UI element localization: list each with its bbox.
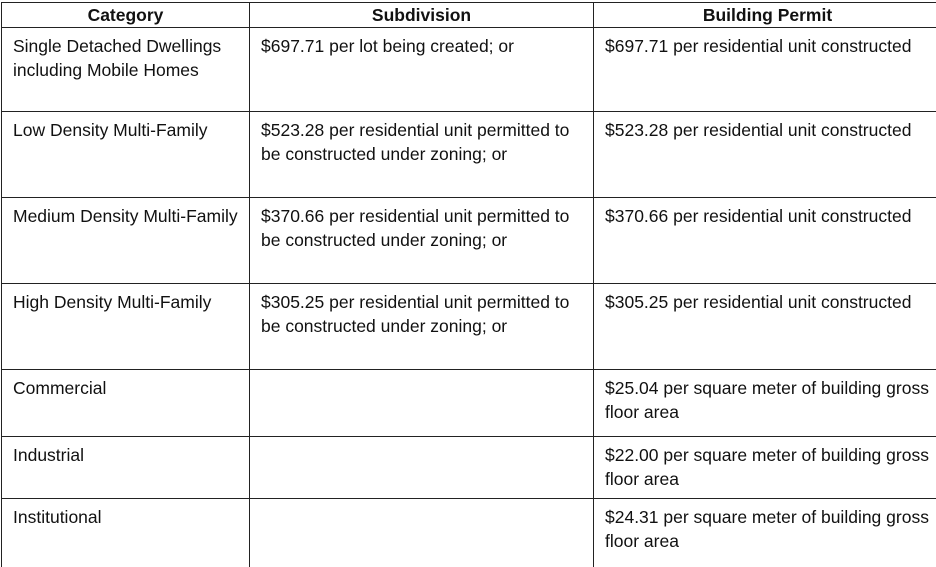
table-row (2, 370, 936, 437)
category-cell: Institutional (2, 499, 250, 567)
subdivision-cell: $697.71 per lot being created; or (250, 28, 594, 112)
category-cell: Medium Density Multi-Family (2, 198, 250, 284)
header-row (2, 3, 936, 28)
table-row (2, 499, 936, 567)
category-cell: Commercial (2, 370, 250, 437)
subdivision-cell: $370.66 per residential unit permitted to be constructed under zoning; or (250, 198, 594, 284)
building-permit-cell: $370.66 per residential unit constructed (594, 198, 936, 284)
subdivision-cell (250, 370, 594, 437)
table-row (2, 112, 936, 198)
subdivision-cell: $523.28 per residential unit permitted to be constructed under zoning; or (250, 112, 594, 198)
header-subdivision: Subdivision (250, 3, 594, 28)
header-category: Category (2, 3, 250, 28)
building-permit-cell: $697.71 per residential unit constructed (594, 28, 936, 112)
table-row (2, 437, 936, 499)
building-permit-cell: $25.04 per square meter of building gross floor area (594, 370, 936, 437)
category-cell: Industrial (2, 437, 250, 499)
building-permit-cell: $24.31 per square meter of building gross floor area (594, 499, 936, 567)
building-permit-cell: $305.25 per residential unit constructed (594, 284, 936, 370)
category-cell: Single Detached Dwellings including Mobile Homes (2, 28, 250, 112)
building-permit-cell: $523.28 per residential unit constructed (594, 112, 936, 198)
table-row (2, 198, 936, 284)
subdivision-cell (250, 499, 594, 567)
subdivision-cell (250, 437, 594, 499)
header-building-permit: Building Permit (594, 3, 936, 28)
category-cell: High Density Multi-Family (2, 284, 250, 370)
fee-table (1, 2, 936, 567)
table-row (2, 284, 936, 370)
subdivision-cell: $305.25 per residential unit permitted to be constructed under zoning; or (250, 284, 594, 370)
table-row (2, 28, 936, 112)
category-cell: Low Density Multi-Family (2, 112, 250, 198)
building-permit-cell: $22.00 per square meter of building gross floor area (594, 437, 936, 499)
